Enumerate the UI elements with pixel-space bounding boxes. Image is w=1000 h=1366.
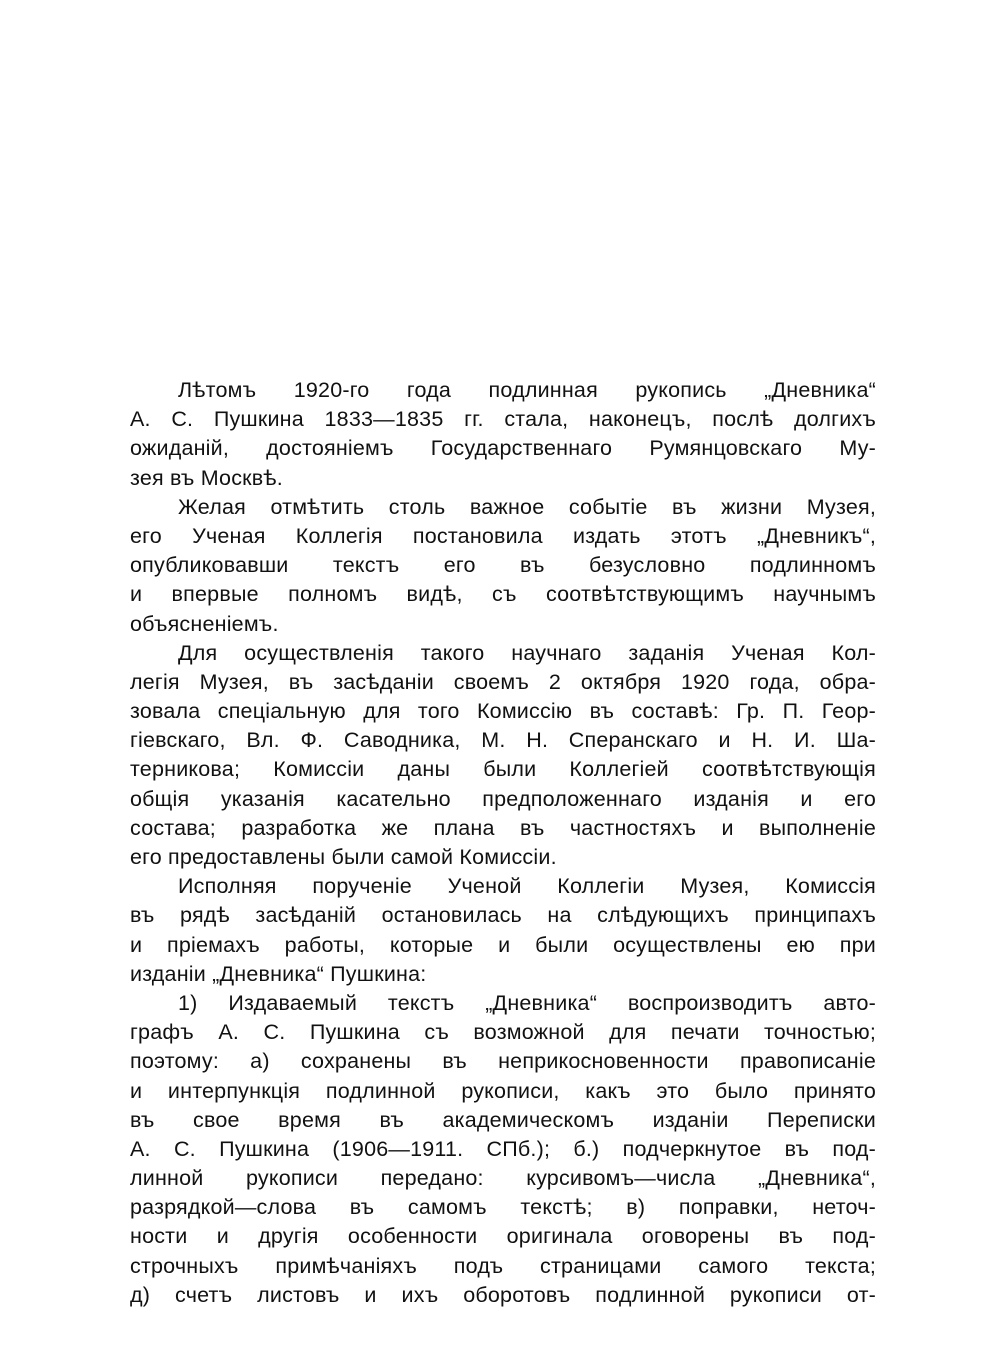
- paragraph: [130, 872, 876, 989]
- text-line: гіевскаго, Вл. Ф. Саводника, М. Н. Сперанскаго и Н. И. Ша-: [130, 728, 876, 753]
- text-line: въ рядѣ засѣданій остановилась на слѣдующихъ принципахъ: [130, 903, 876, 928]
- text-line: А. С. Пушкина 1833—1835 гг. стала, наконецъ, послѣ долгихъ: [130, 407, 876, 432]
- text-line: изданіи „Дневника“ Пушкина:: [130, 961, 427, 986]
- paragraph: [130, 493, 876, 639]
- text-line: строчныхъ примѣчаніяхъ подъ страницами самого текста;: [130, 1253, 876, 1278]
- text-line: д) счетъ листовъ и ихъ оборотовъ подлинной рукописи от-: [130, 1282, 876, 1307]
- text-line: Желая отмѣтить столь важное событіе въ жизни Музея,: [178, 494, 876, 519]
- text-line: общія указанія касательно предположеннаго изданія и его: [130, 786, 876, 811]
- text-line: ожиданій, достояніемъ Государственнаго Румянцовскаго Му-: [130, 436, 876, 461]
- text-line: Для осуществленія такого научнаго заданія Ученая Кол-: [178, 640, 876, 665]
- text-line: и пріемахъ работы, которые и были осуществлены ею при: [130, 932, 876, 957]
- body-text: [130, 376, 876, 1310]
- paragraph: [130, 376, 876, 493]
- text-line: его Ученая Коллегія постановила издать этотъ „Дневникъ“,: [130, 523, 876, 548]
- paragraph: [130, 639, 876, 873]
- text-line: и впервые полномъ видѣ, съ соотвѣтствующимъ научнымъ: [130, 582, 876, 607]
- text-line: терникова; Комиссіи даны были Коллегіей соотвѣтствующія: [130, 757, 876, 782]
- paragraph: [130, 989, 876, 1310]
- text-line: легія Музея, въ засѣданіи своемъ 2 октября 1920 года, обра-: [130, 669, 876, 694]
- text-line: линной рукописи передано: курсивомъ—числа „Дневника“,: [130, 1166, 876, 1191]
- text-line: разрядкой—слова въ самомъ текстѣ; в) поправки, неточ-: [130, 1195, 876, 1220]
- text-line: 1) Издаваемый текстъ „Дневника“ воспроизводитъ авто-: [178, 990, 876, 1015]
- text-line: его предоставлены были самой Комиссіи.: [130, 845, 557, 869]
- text-line: опубликовавши текстъ его въ безусловно подлинномъ: [130, 553, 876, 578]
- text-line: А. С. Пушкина (1906—1911. СПб.); б.) подчеркнутое въ под-: [130, 1136, 876, 1161]
- text-line: ности и другія особенности оригинала оговорены въ под-: [130, 1224, 876, 1249]
- text-line: поэтому: а) сохранены въ неприкосновенности правописаніе: [130, 1049, 876, 1074]
- text-line: Исполняя порученіе Ученой Коллегіи Музея, Комиссія: [178, 874, 876, 899]
- text-line: зовала спеціальную для того Комиссію въ составѣ: Гр. П. Геор-: [130, 699, 876, 724]
- text-line: зея въ Москвѣ.: [130, 465, 283, 490]
- text-line: въ свое время въ академическомъ изданіи Переписки: [130, 1107, 876, 1132]
- text-line: состава; разработка же плана въ частностяхъ и выполненіе: [130, 815, 876, 840]
- text-line: Лѣтомъ 1920-го года подлинная рукопись „Дневника“: [178, 378, 876, 402]
- text-line: и интерпункція подлинной рукописи, какъ это было принято: [130, 1078, 876, 1103]
- text-line: графъ А. С. Пушкина съ возможной для печати точностью;: [130, 1020, 876, 1045]
- text-line: объясненіемъ.: [130, 611, 279, 636]
